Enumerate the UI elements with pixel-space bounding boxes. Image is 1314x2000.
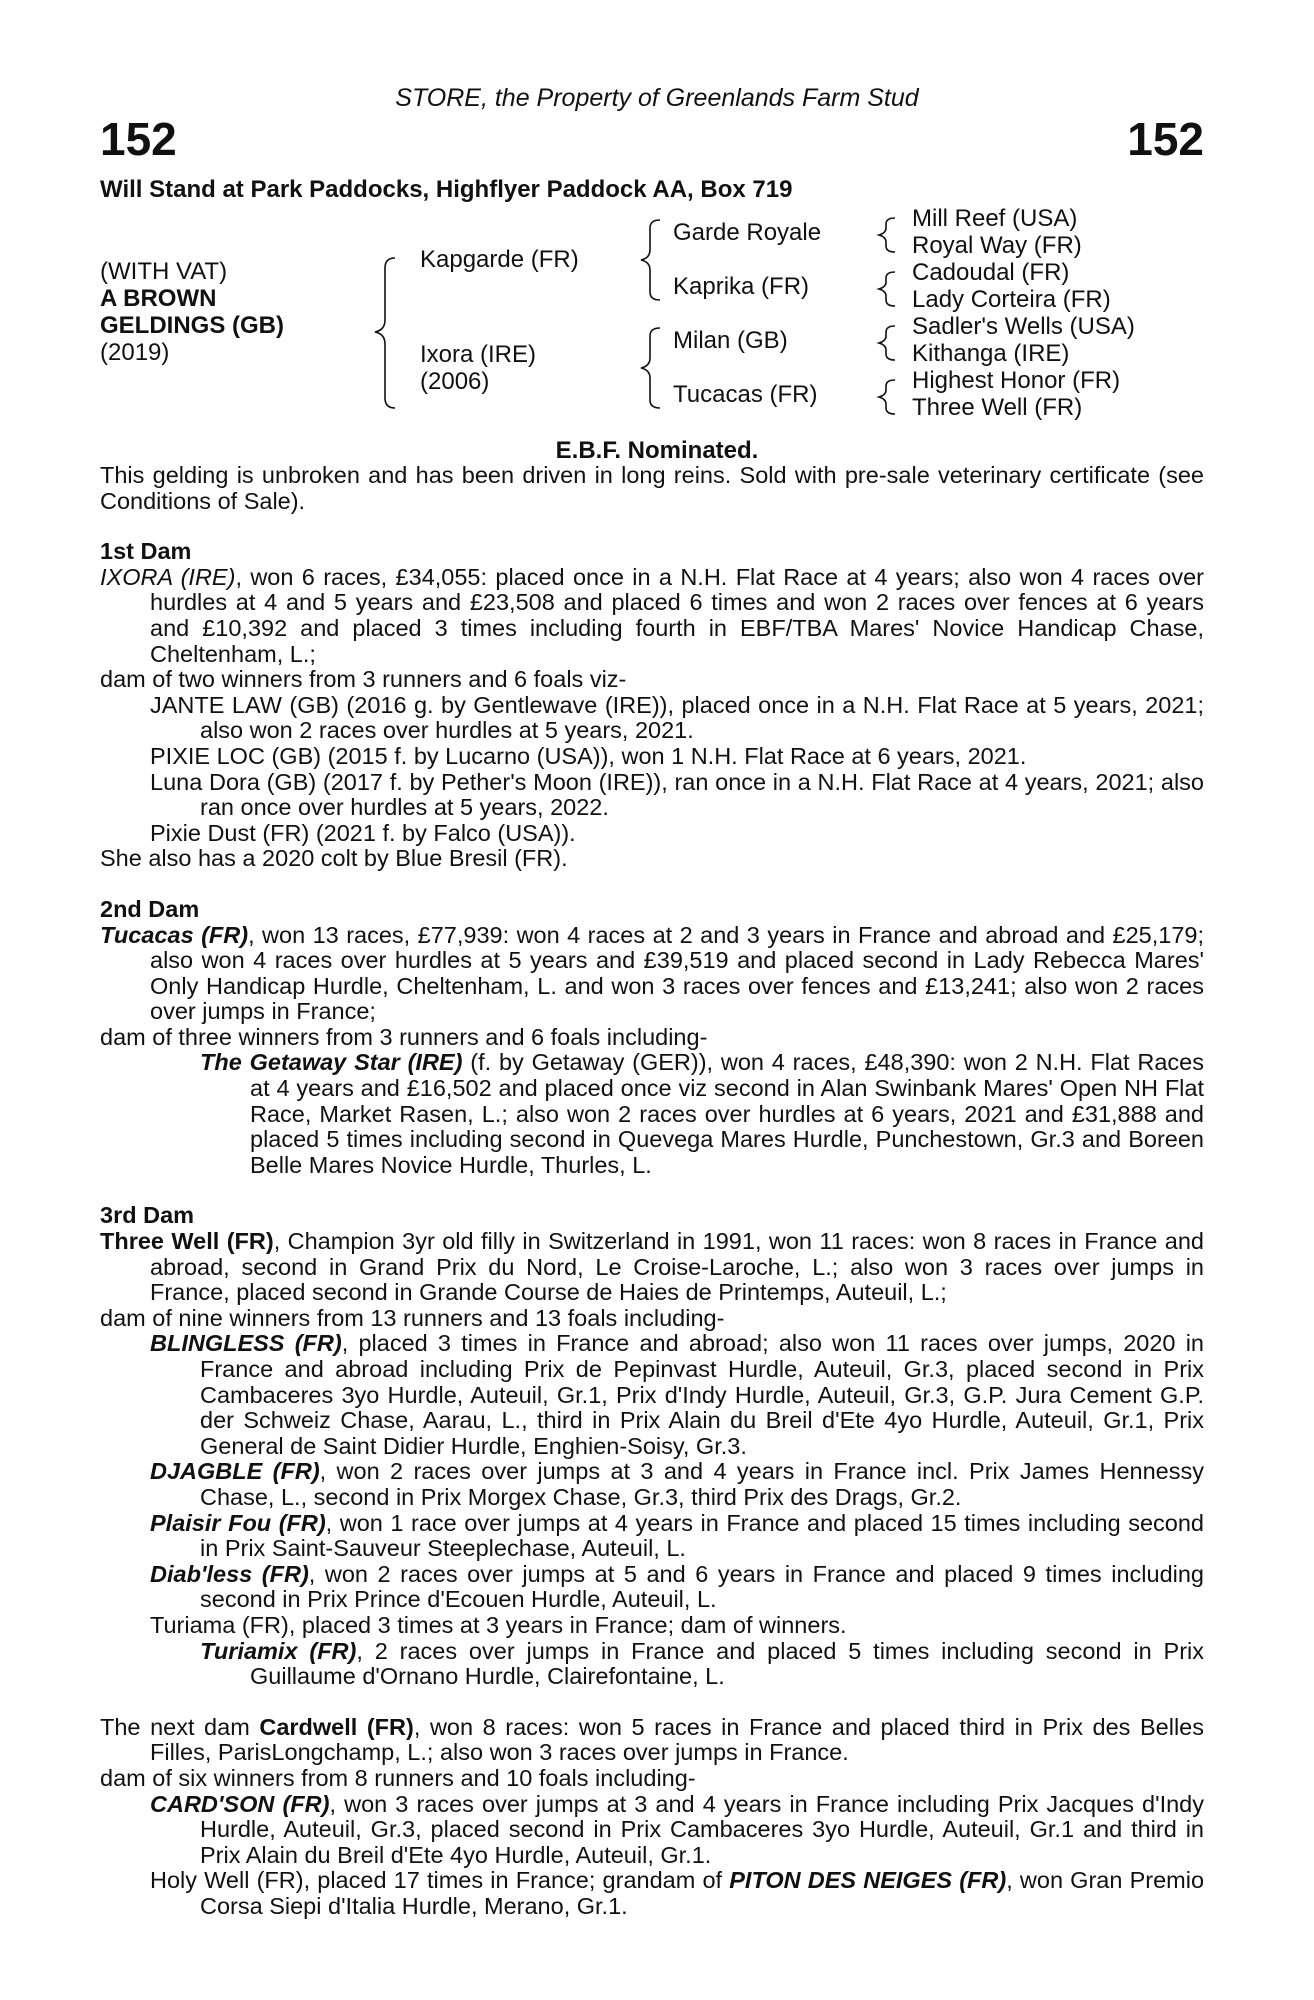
dam1-foal-2: PIXIE LOC (GB) (2015 f. by Lucarno (USA)), won 1 N.H. Flat Race at 6 years, 2021. [150, 742, 1027, 769]
intro-text: This gelding is unbroken and has been driven in long reins. Sold with pre-sale veterinary certificate (see Conditions of Sale). [100, 462, 1204, 514]
dam-year: (2006) [420, 368, 490, 395]
ggp-7: Highest Honor (FR) [912, 367, 1121, 394]
catalogue-body [100, 463, 1204, 1919]
dam3-heading: 3rd Dam [100, 1202, 195, 1229]
nextdam-holy-well: Holy Well (FR), placed 17 times in France; grandam of PITON DES NEIGES (FR), won Gran Premio Corsa Siepi d'Italia Hurdle, Merano, Gr.1. [150, 1867, 1205, 1919]
dam2-record: Tucacas (FR), won 13 races, £77,939: won 4 races at 2 and 3 years in France and abroad and £25,179; also won 4 races over hurdles at 5 years and £39,519 and placed second in Lady Rebecca Mares' Only Handicap Hurdle, Cheltenham, L. and won 3 races over fences and £13,241; also won 2 races over jumps in France; [100, 921, 1204, 1025]
dam1-record: IXORA (IRE), won 6 races, £34,055: placed once in a N.H. Flat Race at 4 years; also won 4 races over hurdles at 4 and 5 years and £23,508 and placed 6 times and won 2 races over fences at 6 years and £10,392 and placed 3 times including fourth in EBF/TBA Mares' Novice Handicap Chase, Cheltenham, L.; [100, 563, 1204, 667]
dam3-text: Champion 3yr old filly in Switzerland in 1991, won 11 races: won 8 races in France and abroad, second in Grand Prix du Nord, Le Croise-Laroche, L.; also won 3 races over jumps in France, placed second in Grande Course de Haies de Printemps, Auteuil, L.; [150, 1228, 1204, 1306]
stand-location: Will Stand at Park Paddocks, Highflyer Paddock AA, Box 719 [100, 176, 793, 203]
dam1-text: won 6 races, £34,055: placed once in a N.H. Flat Race at 4 years; also won 4 races over hurdles at 4 and 5 years and £23,508 and placed 6 times and won 2 races over fences at 6 years and £10,392 and placed 3 times including fourth in EBF/TBA Mares' Novice Handicap Chase, Cheltenham, L.; [150, 563, 1204, 667]
ggp-5: Sadler's Wells (USA) [912, 313, 1135, 340]
sire-name: Kapgarde (FR) [420, 246, 579, 273]
dam3-foal-3-name: Plaisir Fou (FR) [150, 1509, 326, 1536]
dam3-foal-3: Plaisir Fou (FR), won 1 race over jumps at 4 years in France and placed 15 times including second in Prix Saint-Sauveur Steeplechase, Auteuil, L. [150, 1509, 1204, 1562]
dam3-turiamix-name: Turiamix (FR) [200, 1637, 357, 1664]
dam3-turiamix: Turiamix (FR), 2 races over jumps in France and placed 5 times including second in Prix Guillaume d'Ornano Hurdle, Clairefontaine, L. [200, 1637, 1204, 1690]
dam1-name: IXORA (IRE) [100, 563, 236, 590]
dam3-foal-2-text: won 2 races over jumps at 3 and 4 years in France incl. Prix James Hennessy Chase, L., second in Prix Morgex Chase, Gr.3, third Prix des Drags, Gr.2. [200, 1458, 1204, 1510]
ebf-nominated: E.B.F. Nominated. [555, 437, 759, 464]
horse-foaling-year: (2019) [100, 339, 170, 366]
horse-description-line2: GELDINGS (GB) [100, 312, 284, 339]
ggp-3: Cadoudal (FR) [912, 259, 1070, 286]
dam1-foal-3: Luna Dora (GB) (2017 f. by Pether's Moon (IRE)), ran once in a N.H. Flat Race at 4 years, 2021; also ran once over hurdles at 5 years, 2022. [150, 768, 1204, 821]
holy-well-prefix: Holy Well (FR), placed 17 times in France; grandam of [150, 1867, 723, 1894]
ggp-8: Three Well (FR) [912, 394, 1083, 421]
dam1-heading: 1st Dam [100, 538, 192, 565]
nextdam-name: Cardwell (FR) [259, 1713, 414, 1740]
dam3-turiama: Turiama (FR), placed 3 times at 3 years in France; dam of winners. [150, 1611, 847, 1638]
dam3-foal-3-text: won 1 race over jumps at 4 years in France and placed 15 times including second in Prix Saint-Sauveur Steeplechase, Auteuil, L. [200, 1509, 1204, 1562]
lot-number-right: 152 [1127, 113, 1204, 165]
dam1-foal-4: Pixie Dust (FR) (2021 f. by Falco (USA)). [150, 819, 576, 846]
dam2-produce-summary: dam of three winners from 3 runners and 6 foals including- [100, 1023, 708, 1050]
holy-well-grandson: PITON DES NEIGES (FR) [729, 1867, 1007, 1894]
dam2-heading: 2nd Dam [100, 895, 200, 922]
dam3-foal-1-text: placed 3 times in France and abroad; also won 11 races over jumps, 2020 in France and abroad including Prix de Pepinvast Hurdle, Auteuil, Gr.3, placed second in Prix Cambaceres 3yo Hurdle, Auteuil, Gr.1, Prix d'Indy Hurdle, Auteuil, Gr.3, G.P. Jura Cement G.P. der Schweiz Chase, Aarau, L., third in Prix Alain du Breil d'Ete 4yo Hurdle, Auteuil, Gr.1, Prix General de Saint Didier Hurdle, Enghien-Soisy, Gr.3. [200, 1330, 1204, 1459]
dam3-foal-2-name: DJAGBLE (FR) [150, 1458, 320, 1485]
dam3-foal-4-text: won 2 races over jumps at 5 and 6 years in France and placed 9 times including second in Prix Prince d'Ecouen Hurdle, Auteuil, L. [200, 1560, 1204, 1613]
dam3-record: Three Well (FR), Champion 3yr old filly in Switzerland in 1991, won 11 races: won 8 races in France and abroad, second in Grand Prix du Nord, Le Croise-Laroche, L.; also won 3 races over jumps in France, placed second in Grande Course de Haies de Printemps, Auteuil, L.; [100, 1228, 1204, 1306]
nextdam-foal: CARD'SON (FR), won 3 races over jumps at 3 and 4 years in France including Prix Jacques d'Indy Hurdle, Auteuil, Gr.3, placed second in Prix Cambaceres 3yo Hurdle, Auteuil, Gr.1 and third in Prix Alain du Breil d'Ete 4yo Hurdle, Auteuil, Gr.1. [150, 1790, 1205, 1868]
vendor-subtitle: STORE, the Property of Greenlands Farm Stud [395, 84, 919, 112]
dam2-text: won 13 races, £77,939: won 4 races at 2 and 3 years in France and abroad and £25,179; also won 4 races over hurdles at 5 years and £39,519 and placed second in Lady Rebecca Mares' Only Handicap Hurdle, Cheltenham, L. and won 3 races over fences and £13,241; also won 2 races over jumps in France; [150, 921, 1204, 1025]
nextdam-text: won 8 races: won 5 races in France and placed third in Prix des Belles Filles, ParisLongchamp, L.; also won 3 races over jumps in France. [150, 1713, 1205, 1766]
dam3-foal-4: Diab'less (FR), won 2 races over jumps at 5 and 6 years in France and placed 9 times including second in Prix Prince d'Ecouen Hurdle, Auteuil, L. [150, 1560, 1204, 1613]
dam2-foal-text: (f. by Getaway (GER)), won 4 races, £48,390: won 2 N.H. Flat Races at 4 years and £16,502 and placed once viz second in Alan Swinbank Mares' Open NH Flat Race, Market Rasen, L.; also won 2 races over hurdles at 6 years, 2021 and £31,888 and placed 5 times including second in Quevega Mares Hurdle, Punchestown, Gr.3 and Boreen Belle Mares Novice Hurdle, Thurles, L. [250, 1049, 1204, 1178]
dam-name: Ixora (IRE) [420, 341, 537, 368]
dam3-foal-1: BLINGLESS (FR), placed 3 times in France and abroad; also won 11 races over jumps, 2020 in France and abroad including Prix de Pepinvast Hurdle, Auteuil, Gr.3, placed second in Prix Cambaceres 3yo Hurdle, Auteuil, Gr.1, Prix d'Indy Hurdle, Auteuil, Gr.3, G.P. Jura Cement G.P. der Schweiz Chase, Aarau, L., third in Prix Alain du Breil d'Ete 4yo Hurdle, Auteuil, Gr.1, Prix General de Saint Didier Hurdle, Enghien-Soisy, Gr.3. [150, 1330, 1204, 1459]
dam-dam: Tucacas (FR) [673, 381, 818, 408]
ggp-6: Kithanga (IRE) [912, 340, 1070, 367]
nextdam-foal-text: won 3 races over jumps at 3 and 4 years in France including Prix Jacques d'Indy Hurdle, Auteuil, Gr.3, placed second in Prix Cambaceres 3yo Hurdle, Auteuil, Gr.1 and third in Prix Alain du Breil d'Ete 4yo Hurdle, Auteuil, Gr.1. [200, 1790, 1205, 1868]
dam1-also: She also has a 2020 colt by Blue Bresil (FR). [100, 845, 568, 872]
nextdam-produce-summary: dam of six winners from 8 runners and 10 foals including- [100, 1764, 696, 1791]
sire-dam: Kaprika (FR) [673, 273, 810, 300]
vat-label: (WITH VAT) [100, 258, 228, 285]
sire-sire: Garde Royale [673, 219, 822, 246]
ggp-1: Mill Reef (USA) [912, 205, 1078, 232]
dam3-name: Three Well (FR) [100, 1228, 274, 1255]
nextdam-record: The next dam Cardwell (FR), won 8 races: won 5 races in France and placed third in Prix des Belles Filles, ParisLongchamp, L.; also won 3 races over jumps in France. [100, 1713, 1205, 1766]
ggp-4: Lady Corteira (FR) [912, 286, 1111, 313]
nextdam-foal-name: CARD'SON (FR) [150, 1790, 330, 1817]
dam3-foal-1-name: BLINGLESS (FR) [150, 1330, 342, 1357]
holy-well-text: won Gran Premio Corsa Siepi d'Italia Hurdle, Merano, Gr.1. [200, 1867, 1205, 1919]
dam2-name: Tucacas (FR) [100, 921, 249, 948]
dam3-turiamix-text: 2 races over jumps in France and placed 5 times including second in Prix Guillaume d'Ornano Hurdle, Clairefontaine, L. [250, 1637, 1204, 1690]
horse-description-line1: A BROWN [100, 285, 217, 312]
dam1-produce-summary: dam of two winners from 3 runners and 6 foals viz- [100, 666, 627, 693]
dam3-foal-2: DJAGBLE (FR), won 2 races over jumps at 3 and 4 years in France incl. Prix James Hennessy Chase, L., second in Prix Morgex Chase, Gr.3, third Prix des Drags, Gr.2. [150, 1458, 1204, 1510]
dam3-foal-4-name: Diab'less (FR) [150, 1560, 309, 1587]
lot-number-left: 152 [100, 113, 177, 165]
dam3-produce-summary: dam of nine winners from 13 runners and 13 foals including- [100, 1304, 725, 1331]
nextdam-lead: The next dam [100, 1713, 250, 1740]
ggp-2: Royal Way (FR) [912, 232, 1082, 259]
dam1-foal-1: JANTE LAW (GB) (2016 g. by Gentlewave (IRE)), placed once in a N.H. Flat Race at 5 years, 2021; also won 2 races over hurdles at 5 years, 2021. [150, 691, 1204, 744]
dam2-foal [100, 1050, 1204, 1178]
dam2-foal-name: The Getaway Star (IRE) [200, 1049, 463, 1076]
dam-sire: Milan (GB) [673, 327, 788, 354]
